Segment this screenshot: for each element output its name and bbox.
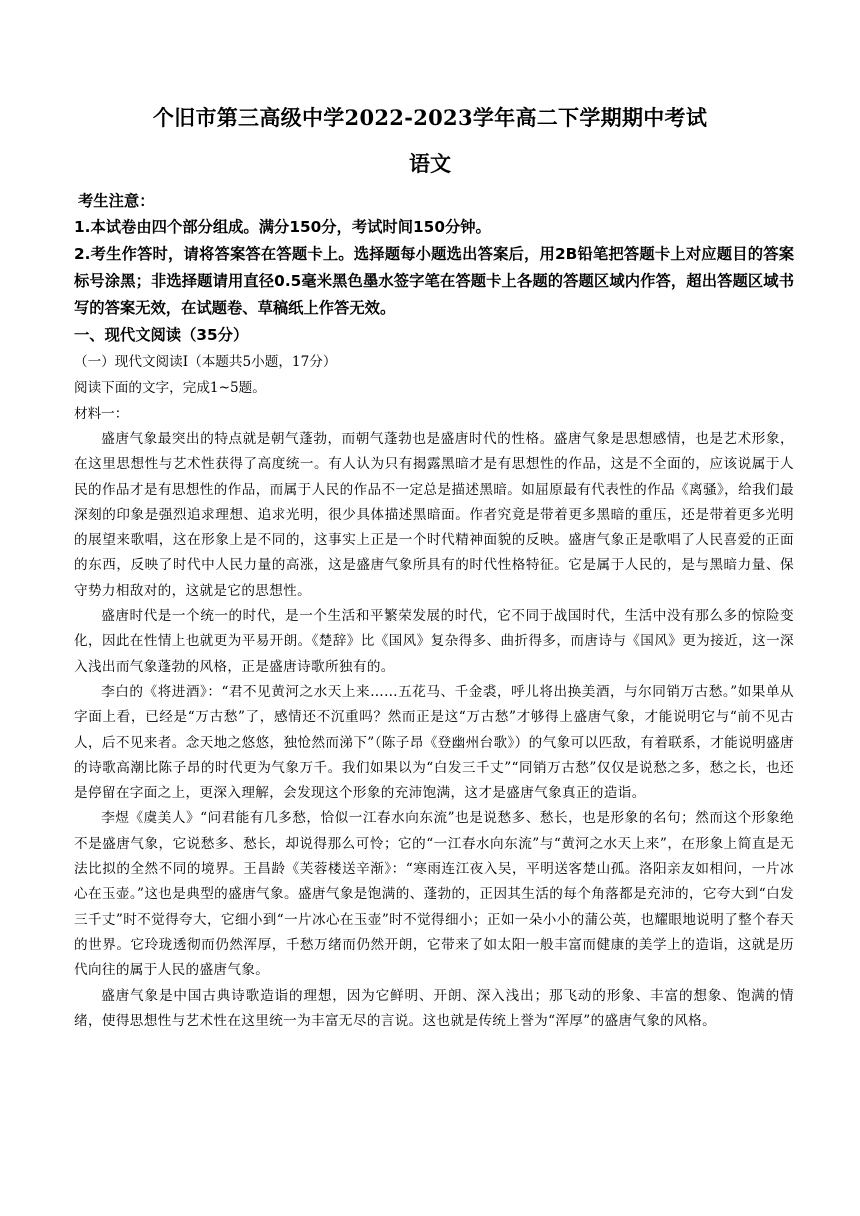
passage-paragraph: 盛唐时代是一个统一的时代，是一个生活和平繁荣发展的时代，它不同于战国时代，生活中没有那么多的惊险变化，因此在性情上也就更为平易开朗。《楚辞》比《国风》复杂得多、曲折得多，而唐诗与《国风》更为接近，这一深入浅出而气象蓬勃的风格，正是盛唐诗歌所独有的。 xyxy=(74,608,794,675)
passage-paragraph: 李白的《将进酒》：“君不见黄河之水天上来……五花马、千金裘，呼儿将出换美酒，与尔同销万古愁。”如果单从字面上看，已经是“万古愁”了，感情还不沉重吗？然而正是这“万古愁”才够得上盛唐气象，才能说明它与“前不见古人，后不见来者。念天地之悠悠，独怆然而涕下”（陈子昂《登幽州台歌》）的气象可以匹敌，有着联系，才能说明盛唐的诗歌高潮比陈子昂的时代更为气象万千。我们如果以为“白发三千丈”“同销万古愁”仅仅是说愁之多，愁之长，也还是停留在字面之上，更深入理解，会发现这个形象的充沛饱满，这才是盛唐气象真正的造诣。 xyxy=(74,683,794,802)
subject-title: 语文 xyxy=(409,151,451,176)
exam-title: 个旧市第三高级中学2022-2023学年高二下学期期中考试 xyxy=(152,105,708,130)
notice-item: 1.本试卷由四个部分组成。满分150分，考试时间150分钟。 xyxy=(74,218,491,236)
passage-paragraph: 盛唐气象是中国古典诗歌造诣的理想，因为它鲜明、开朗、深入浅出；那飞动的形象、丰富的想象、饱满的情绪，使得思想性与艺术性在这里统一为丰富无尽的言说。这也就是传统上誉为“浑厚”的盛唐气象的风格。 xyxy=(74,987,794,1029)
notice-item xyxy=(74,241,794,322)
passage-paragraph: 李煜《虞美人》“问君能有几多愁，恰似一江春水向东流”也是说愁多、愁长，也是形象的名句；然而这个形象绝不是盛唐气象，它说愁多、愁长，却说得那么可怜；它的“一江春水向东流”与“黄河之水天上来”，在形象上简直是无法比拟的全然不同的境界。王昌龄《芙蓉楼送辛渐》：“寒雨连江夜入吴，平明送客楚山孤。洛阳亲友如相问，一片冰心在玉壶。”这也是典型的盛唐气象。盛唐气象是饱满的、蓬勃的，正因其生活的每个角落都是充沛的，它夸大到“白发三千丈”时不觉得夸大，它细小到“一片冰心在玉壶”时不觉得细小；正如一朵小小的蒲公英，也耀眼地说明了整个春天的世界。它玲珑透彻而仍然浑厚，千愁万绪而仍然开朗，它带来了如太阳一般丰富而健康的美学上的造诣，这就是历代向往的属于人民的盛唐气象。 xyxy=(74,810,794,979)
section-subheading: （一）现代文阅读I（本题共5小题，17分） xyxy=(74,354,337,370)
passage-paragraph: 盛唐气象最突出的特点就是朝气蓬勃，而朝气蓬勃也是盛唐时代的性格。盛唐气象是思想感情，也是艺术形象，在这里思想性与艺术性获得了高度统一。有人认为只有揭露黑暗才是有思想性的作品，这是不全面的，应该说属于人民的作品才是有思想性的作品，而属于人民的作品不一定总是描述黑暗。如屈原最有代表性的作品《离骚》，给我们最深刻的印象是强烈追求理想、追求光明，很少具体描述黑暗面。作者究竟是带着更多黑暗的重压，还是带着更多光明的展望来歌唱，这在形象上是不同的，这事实上正是一个时代精神面貌的反映。盛唐气象正是歌唱了人民喜爱的正面的东西，反映了时代中人民力量的高涨，这是盛唐气象所具有的时代性格特征。它是属于人民的，是与黑暗力量、保守势力相敌对的，这就是它的思想性。 xyxy=(74,431,794,599)
notice-item-text: 2.考生作答时，请将答案答在答题卡上。选择题每小题选出答案后，用2B铅笔把答题卡上对应题目的答案标号涂黑；非选择题请用直径0.5毫米黑色墨水签字笔在答题卡上各题的答题区域内作答，超出答题区域书写的答案无效，在试题卷、草稿纸上作答无效。 xyxy=(74,245,794,317)
section-heading: 一、现代文阅读（35分） xyxy=(74,326,249,344)
notice-heading: 考生注意： xyxy=(78,192,155,210)
instruction-text: 阅读下面的文字，完成1~5题。 xyxy=(74,380,266,396)
material-label: 材料一： xyxy=(74,406,129,422)
reading-passage xyxy=(74,427,794,1034)
